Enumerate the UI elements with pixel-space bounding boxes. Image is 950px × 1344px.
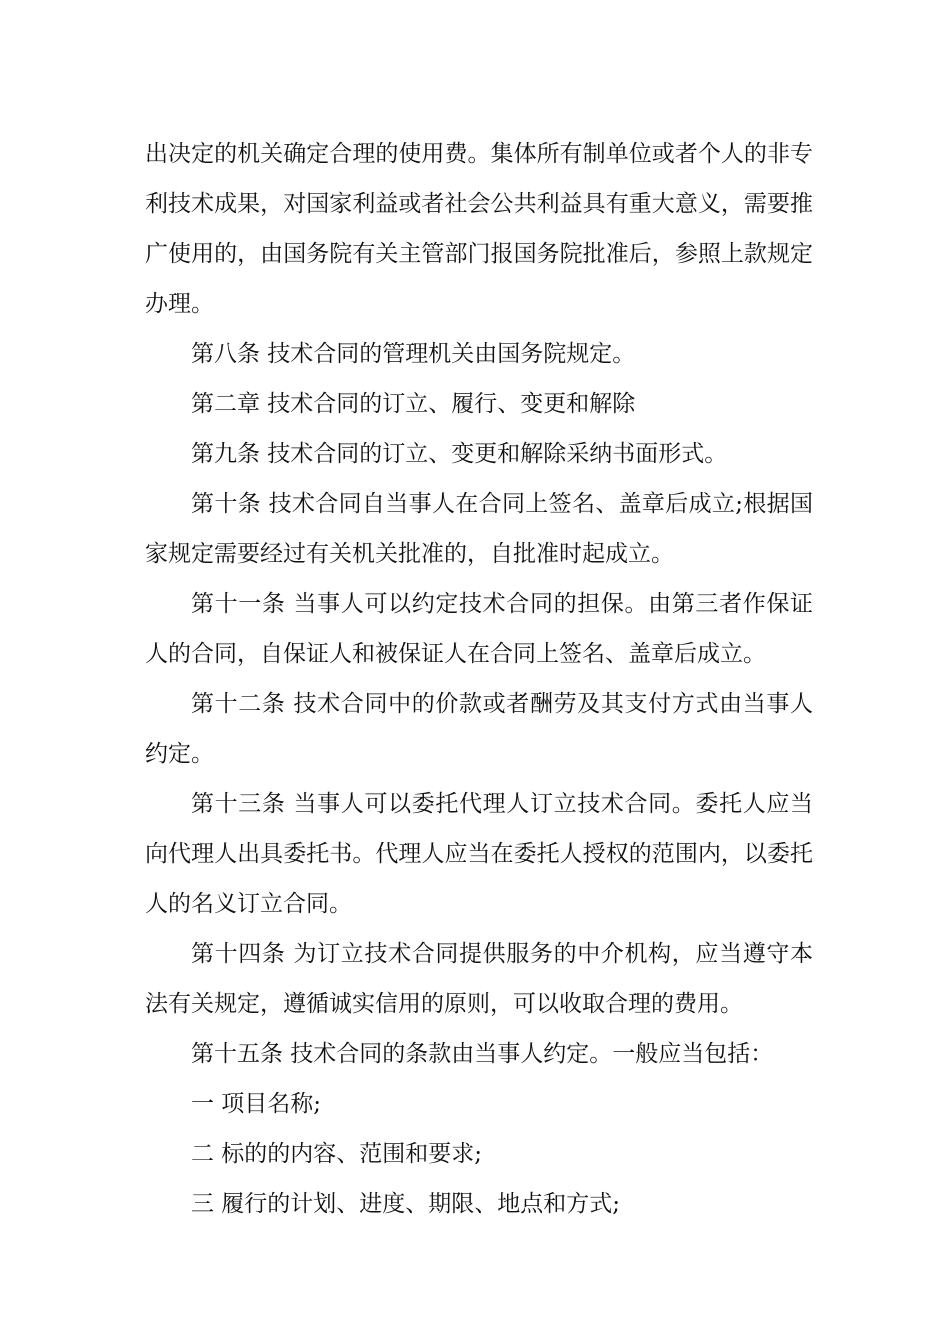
chapter-heading: 第二章 技术合同的订立、履行、变更和解除 bbox=[191, 391, 636, 417]
list-item: 三 履行的计划、进度、期限、地点和方式; bbox=[191, 1191, 621, 1217]
paragraph: 出决定的机关确定合理的使用费。集体所有制单位或者个人的非专利技术成果，对国家利益或者社会公共利益具有重大意义，需要推广使用的，由国务院有关主管部门报国务院批准后，参照上款规定办理。 bbox=[145, 141, 813, 317]
paragraph: 第十五条 技术合同的条款由当事人约定。一般应当包括： bbox=[191, 1041, 774, 1067]
paragraph: 第十二条 技术合同中的价款或者酬劳及其支付方式由当事人约定。 bbox=[145, 691, 813, 767]
paragraph: 第十条 技术合同自当事人在合同上签名、盖章后成立;根据国家规定需要经过有关机关批准的，自批准时起成立。 bbox=[145, 491, 813, 567]
document-page bbox=[145, 129, 813, 1229]
paragraph: 第九条 技术合同的订立、变更和解除采纳书面形式。 bbox=[191, 441, 728, 467]
list-item: 二 标的的内容、范围和要求; bbox=[191, 1141, 483, 1167]
paragraph: 第十三条 当事人可以委托代理人订立技术合同。委托人应当向代理人出具委托书。代理人应当在委托人授权的范围内，以委托人的名义订立合同。 bbox=[145, 791, 813, 917]
paragraph: 第十四条 为订立技术合同提供服务的中介机构，应当遵守本法有关规定，遵循诚实信用的原则，可以收取合理的费用。 bbox=[145, 941, 813, 1017]
list-item: 一 项目名称; bbox=[191, 1091, 322, 1117]
paragraph: 第八条 技术合同的管理机关由国务院规定。 bbox=[191, 341, 636, 367]
paragraph: 第十一条 当事人可以约定技术合同的担保。由第三者作保证人的合同，自保证人和被保证人在合同上签名、盖章后成立。 bbox=[145, 591, 813, 667]
